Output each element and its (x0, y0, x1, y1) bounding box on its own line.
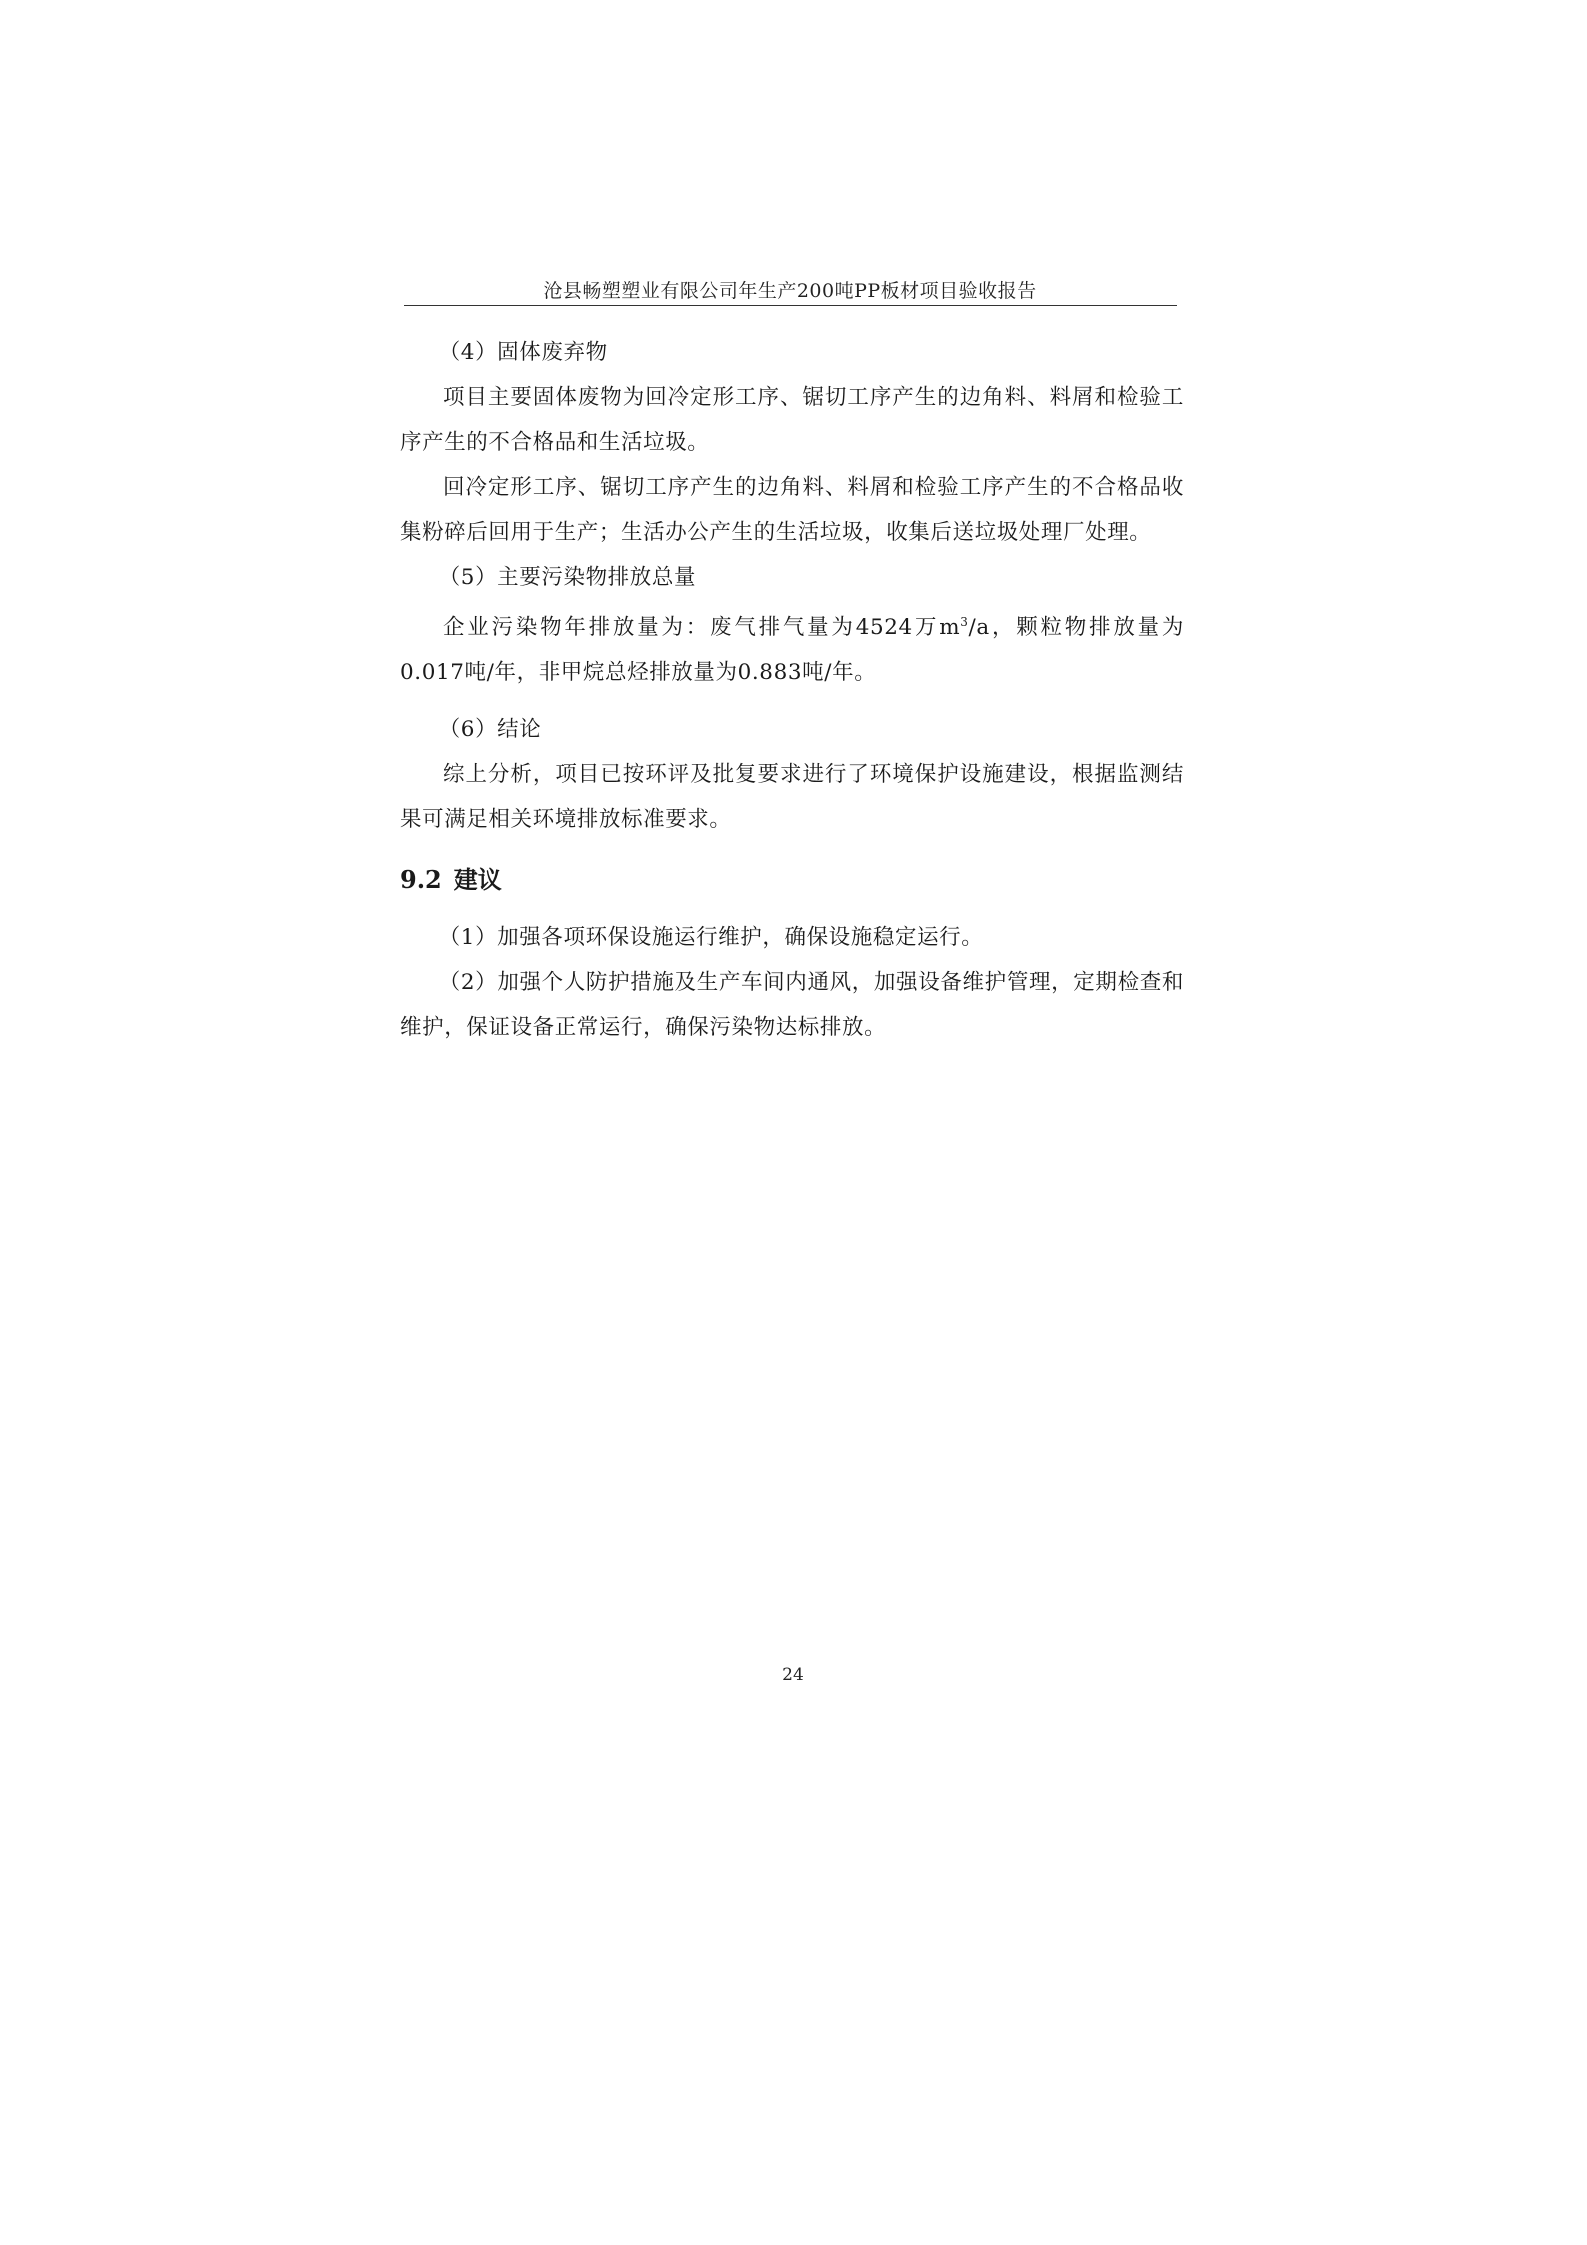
page-number: 24 (782, 1665, 804, 1685)
header-rule (404, 305, 1177, 306)
spacer (400, 695, 1184, 707)
emissions-superscript: 3 (960, 615, 969, 629)
emissions-paragraph (400, 600, 1184, 695)
emissions-text-after: /a，颗粒物排放量为0.017吨/年，非甲烷总烃排放量为0.883吨/年。 (400, 615, 1184, 686)
suggestion-item: （1）加强各项环保设施运行维护，确保设施稳定运行。 (438, 925, 984, 951)
solid-waste-heading: （4）固体废弃物 (438, 340, 608, 365)
conclusion-heading: （6）结论 (438, 717, 542, 743)
solid-waste-paragraph-2: 回冷定形工序、锯切工序产生的边角料、料屑和检验工序产生的不合格品收集粉碎后回用于生产；生活办公产生的生活垃圾，收集后送垃圾处理厂处理。 (400, 475, 1184, 545)
section-title: 建议 (453, 865, 502, 895)
section-number: 9.2 (400, 865, 442, 895)
conclusion-paragraph: 综上分析，项目已按环评及批复要求进行了环境保护设施建设，根据监测结果可满足相关环境排放标准要求。 (400, 762, 1184, 833)
section-heading (400, 860, 1184, 895)
suggestion-item: （2）加强个人防护措施及生产车间内通风，加强设备维护管理，定期检查和维护，保证设备正常运行，确保污染物达标排放。 (400, 970, 1184, 1041)
emissions-text-before: 企业污染物年排放量为：废气排气量为4524万m (443, 615, 961, 641)
page-header: 沧县畅塑塑业有限公司年生产200吨PP板材项目验收报告 (543, 280, 1037, 302)
page-content (400, 330, 1184, 1050)
emissions-heading: （5）主要污染物排放总量 (438, 565, 697, 590)
solid-waste-paragraph-1: 项目主要固体废物为回冷定形工序、锯切工序产生的边角料、料屑和检验工序产生的不合格品和生活垃圾。 (400, 385, 1184, 455)
